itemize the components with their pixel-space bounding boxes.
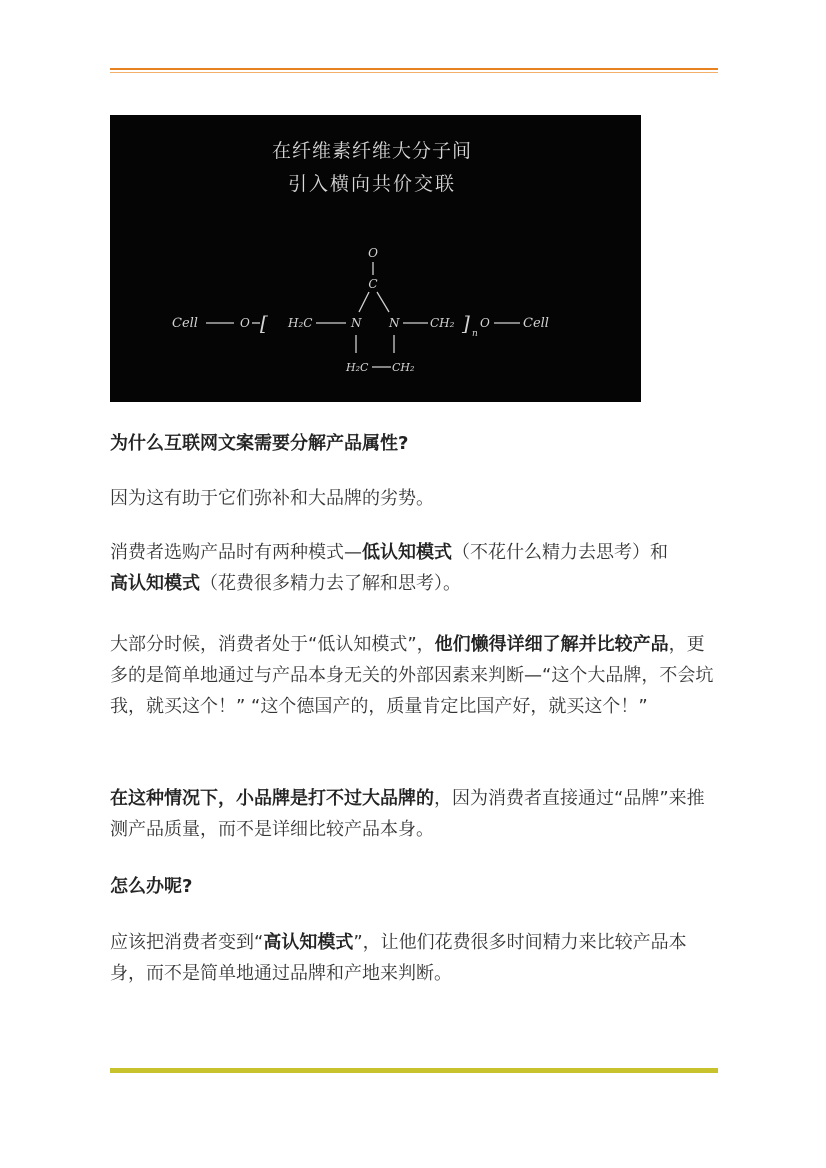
formula-n-left: N: [351, 316, 362, 330]
chemistry-figure-svg: [110, 115, 641, 402]
p2-text-a: 消费者选购产品时有两种模式—: [110, 542, 362, 563]
p4-text-b: ，因为消费者直接通过“品牌”来推测产品质量，而不是详细比较产品本身。: [110, 788, 705, 840]
formula-n-right: N: [389, 316, 400, 330]
p5-bold: 高认知模式: [263, 932, 354, 953]
header-rule-line: [110, 68, 718, 70]
bond-c-n-right: [377, 292, 389, 312]
p2-text-e: （花费很多精力去了解和思考）。: [200, 573, 461, 594]
p2-bold-high-mode: 高认知模式: [110, 573, 200, 594]
p4-bold: 在这种情况下，小品牌是打不过大品牌的: [110, 788, 434, 809]
bond-c-n-left: [359, 292, 369, 312]
formula-h2c-left: H₂C: [288, 316, 313, 330]
formula-bracket-right: ]: [462, 311, 470, 335]
formula-o-right: O: [480, 316, 490, 330]
p3-text-c: ，更多的是简单地通过与产品本身无关的外部因素来判断—“这个大品牌，不会坑我，就买这个！” “这个德国产的，质量肯定比国产好，就买这个！”: [110, 634, 714, 717]
chemistry-figure: [110, 115, 641, 402]
formula-bracket-left: [: [260, 311, 268, 335]
question-heading-2: 怎么办呢?: [110, 876, 193, 897]
p2-text-c: （不花什么精力去思考）和: [452, 542, 668, 563]
figure-caption-line1: 在纤维素纤维大分子间: [271, 140, 473, 162]
paragraph-4: [110, 783, 722, 845]
paragraph-3: [110, 629, 722, 722]
header-rule-line-thin: [110, 72, 718, 73]
header-rule: [110, 68, 718, 74]
formula-cell-right: Cell: [523, 316, 549, 331]
paragraph-1: 因为这有助于它们弥补和大品牌的劣势。: [110, 488, 434, 509]
p5-text-c: ”，让他们花费很多时间精力来比较产品本身，而不是简单地通过品牌和产地来判断。: [110, 932, 687, 984]
formula-ch2-bottom: CH₂: [392, 361, 415, 374]
formula-o-left: O: [240, 316, 250, 330]
paragraph-2: [110, 537, 668, 599]
formula-h2c-bottom: H₂C: [346, 361, 369, 374]
formula-ch2-right: CH₂: [430, 316, 455, 330]
p5-text-a: 应该把消费者变到“: [110, 932, 264, 953]
question-heading-1: 为什么互联网文案需要分解产品属性?: [110, 433, 409, 454]
paragraph-5: [110, 927, 722, 989]
formula-sub-n: n: [472, 329, 478, 339]
formula-c-mid: C: [368, 277, 378, 291]
p2-bold-low-mode: 低认知模式: [362, 542, 452, 563]
formula-cell-left: Cell: [172, 316, 198, 331]
footer-rule: [110, 1068, 718, 1073]
figure-caption-line2: 引入横向共价交联: [287, 173, 457, 195]
p3-bold: 他们懒得详细了解并比较产品: [434, 634, 669, 655]
formula-o-top: O: [368, 246, 378, 260]
p3-text-a: 大部分时候，消费者处于“低认知模式”，: [110, 634, 435, 655]
